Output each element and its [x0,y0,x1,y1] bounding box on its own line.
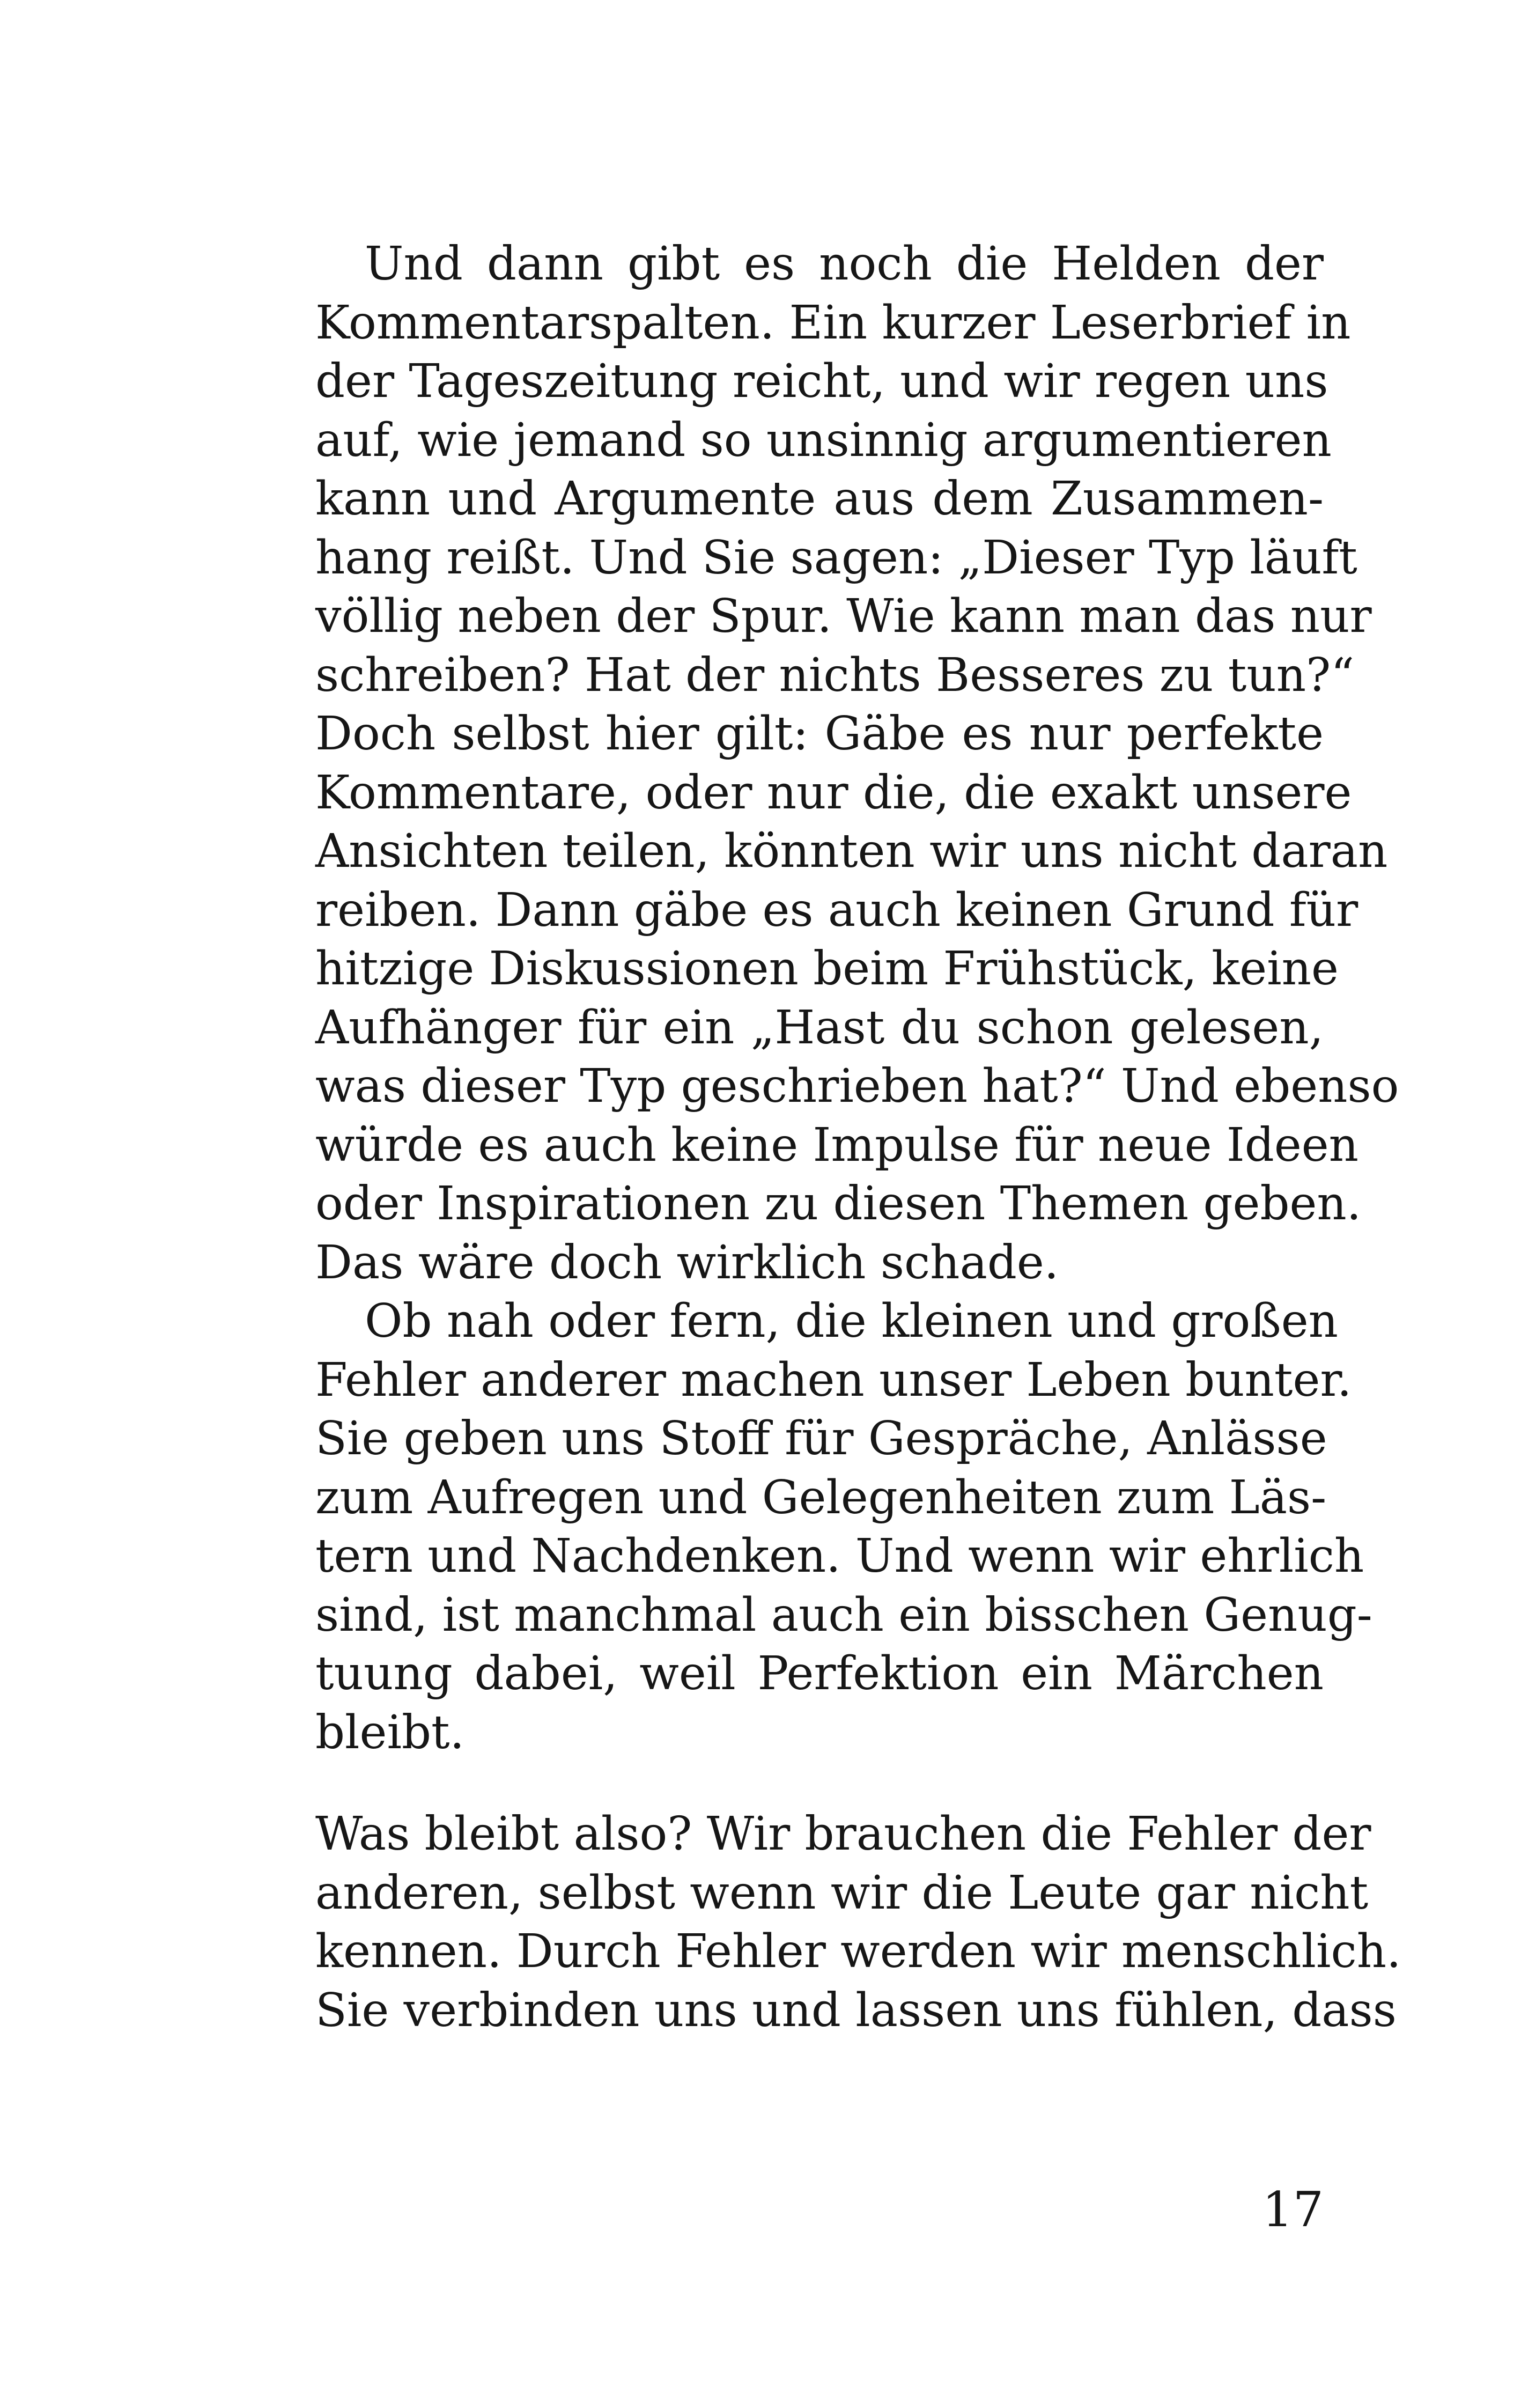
text-line: bleibt. [315,1705,464,1759]
text-line: was dieser Typ geschrieben hat?“ Und ebenso [315,1059,1399,1113]
paragraph-2 [315,1292,1372,1762]
text-line: Aufhänger für ein „Hast du schon gelesen, [315,1000,1324,1055]
text-line: Kommentarspalten. Ein kurzer Leserbrief in [315,296,1351,350]
text-line: kann und Argumente aus dem Zusammen- [315,472,1324,526]
text-line: Und dann gibt es noch die Helden der [365,237,1324,291]
text-line: hang reißt. Und Sie sagen: „Dieser Typ läuft [315,531,1357,585]
text-line: auf, wie jemand so unsinnig argumentieren [315,413,1332,467]
main-text-block [315,235,1399,1762]
section-text-block [315,1805,1401,2040]
text-line: völlig neben der Spur. Wie kann man das nur [315,590,1372,643]
text-line: Ansichten teilen, könnten wir uns nicht daran [315,824,1388,878]
text-line: Kommentare, oder nur die, die exakt unsere [315,765,1352,820]
page-number: 17 [1262,2182,1324,2238]
text-line: Ob nah oder fern, die kleinen und großen [365,1294,1338,1348]
text-line: sind, ist manchmal auch ein bisschen Genug- [315,1588,1372,1642]
text-line: Das wäre doch wirklich schade. [315,1235,1059,1290]
text-line: zum Aufregen und Gelegenheiten zum Läs- [315,1470,1327,1525]
text-line: Was bleibt also? Wir brauchen die Fehler der [315,1807,1371,1861]
text-line: hitzige Diskussionen beim Frühstück, keine [315,942,1339,996]
text-line: oder Inspirationen zu diesen Themen geben. [315,1177,1362,1231]
text-line: würde es auch keine Impulse für neue Ideen [315,1118,1359,1172]
text-line: schreiben? Hat der nichts Besseres zu tun?“ [315,648,1355,702]
text-line: kennen. Durch Fehler werden wir menschlich. [315,1925,1401,1978]
text-line: Fehler anderer machen unser Leben bunter. [315,1353,1352,1407]
text-line: Sie verbinden uns und lassen uns fühlen, dass [315,1983,1397,2037]
text-line: der Tageszeitung reicht, und wir regen uns [315,355,1328,408]
text-line: Sie geben uns Stoff für Gespräche, Anlässe [315,1412,1327,1466]
text-line: Doch selbst hier gilt: Gäbe es nur perfekte [315,707,1324,761]
text-line: tern und Nachdenken. Und wenn wir ehrlich [315,1529,1364,1583]
paragraph-1 [315,235,1399,1292]
paragraph-3 [315,1805,1401,2040]
text-line: reiben. Dann gäbe es auch keinen Grund für [315,883,1358,937]
text-line: tuung dabei, weil Perfektion ein Märchen [315,1647,1324,1700]
text-line: anderen, selbst wenn wir die Leute gar nicht [315,1866,1369,1920]
